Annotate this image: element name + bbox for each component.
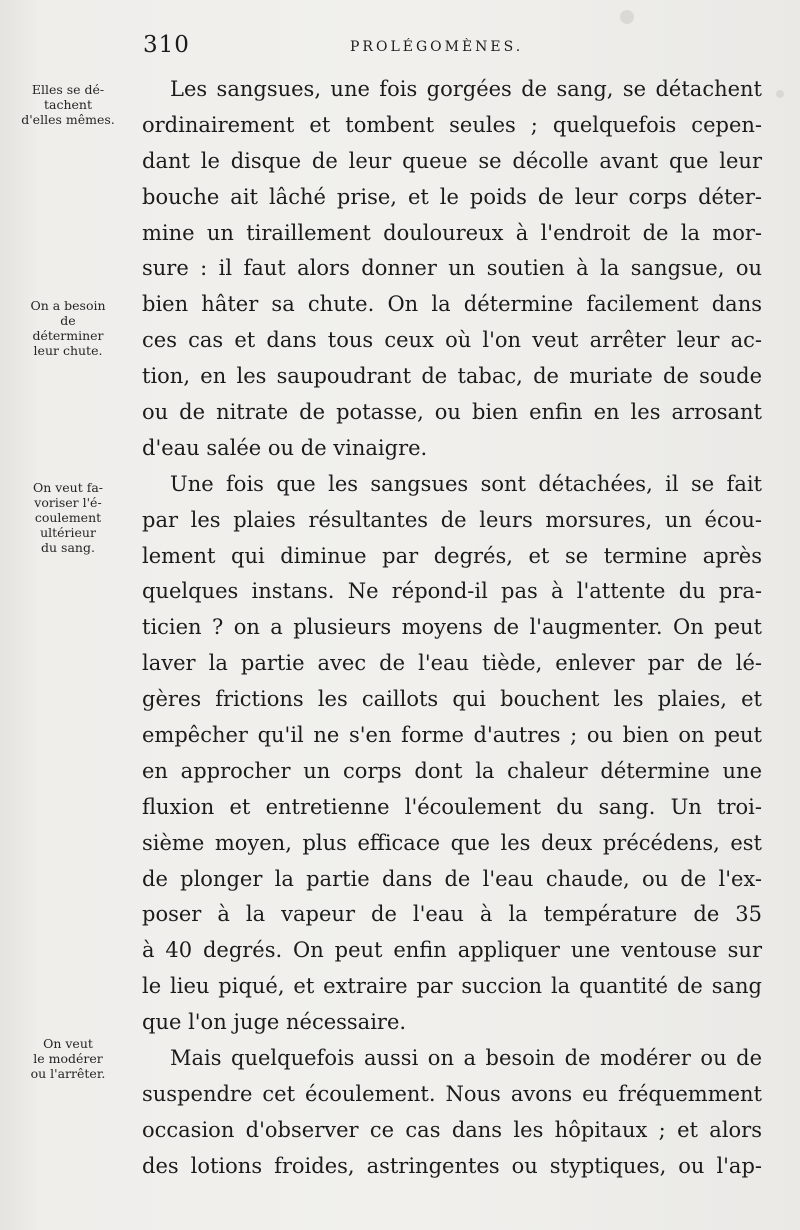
margin-note-line: On veut xyxy=(43,1036,93,1051)
text-line: laver la partie avec de l'eau tiède, enlever par de lé- xyxy=(142,651,762,676)
text-line: Mais quelquefois aussi on a besoin de modérer ou de xyxy=(170,1046,762,1071)
margin-note-line: ultérieur xyxy=(40,525,96,540)
text-line: Une fois que les sangsues sont détachées, il se fait xyxy=(170,471,762,496)
margin-note xyxy=(8,298,128,358)
margin-note-line: le modérer xyxy=(33,1051,103,1066)
text-line: par les plaies résultantes de leurs morsures, un écou- xyxy=(142,507,762,532)
margin-note-line: de xyxy=(60,313,76,328)
text-line: lement qui diminue par degrés, et se termine après xyxy=(142,543,762,568)
paper-stain xyxy=(776,90,784,98)
margin-note-line: d'elles mêmes. xyxy=(21,112,115,127)
text-line: gères frictions les caillots qui bouchent les plaies, et xyxy=(142,687,762,712)
margin-note-line: On veut fa- xyxy=(32,480,104,495)
paper-stain xyxy=(620,10,634,24)
text-line: fluxion et entretienne l'écoulement du sang. Un troi- xyxy=(142,794,762,819)
text-line: le lieu piqué, et extraire par succion la quantité de sang xyxy=(142,974,762,999)
text-line: que l'on juge nécessaire. xyxy=(142,1010,407,1035)
margin-note-line: On a besoin xyxy=(30,298,106,313)
text-line: mine un tiraillement douloureux à l'endroit de la mor- xyxy=(142,220,762,245)
margin-note-line: déterminer xyxy=(32,328,104,343)
text-line: sure : il faut alors donner un soutien à la sangsue, ou xyxy=(142,256,762,281)
margin-note-line: tachent xyxy=(44,97,92,112)
text-line: ticien ? on a plusieurs moyens de l'augmenter. On peut xyxy=(142,615,762,640)
text-line: en approcher un corps dont la chaleur détermine une xyxy=(142,758,762,783)
margin-note-line: leur chute. xyxy=(33,343,103,358)
text-line: ordinairement et tombent seules ; quelquefois cepen- xyxy=(142,112,762,137)
margin-note-line: ou l'arrêter. xyxy=(30,1066,106,1081)
text-line: ou de nitrate de potasse, ou bien enfin en les arrosant xyxy=(142,400,762,425)
margin-note-line: voriser l'é- xyxy=(34,495,102,510)
text-line: sième moyen, plus efficace que les deux précédens, est xyxy=(142,830,762,855)
text-line: d'eau salée ou de vinaigre. xyxy=(142,435,428,460)
running-head xyxy=(0,32,800,62)
margin-note-line: coulement xyxy=(34,510,102,525)
text-line: bouche ait lâché prise, et le poids de leur corps déter- xyxy=(142,184,762,209)
text-line: empêcher qu'il ne s'en forme d'autres ; ou bien on peut xyxy=(142,723,762,748)
text-line: ces cas et dans tous ceux où l'on veut arrêter leur ac- xyxy=(142,328,762,353)
margin-note-line: du sang. xyxy=(41,540,95,555)
margin-note xyxy=(8,1036,128,1081)
margin-note-line: Elles se dé- xyxy=(31,82,105,97)
text-line: bien hâter sa chute. On la détermine facilement dans xyxy=(142,292,762,317)
text-line: poser à la vapeur de l'eau à la température de 35 xyxy=(142,902,762,927)
text-line: Les sangsues, une fois gorgées de sang, se détachent xyxy=(170,77,762,101)
text-line: des lotions froides, astringentes ou styptiques, ou l'ap- xyxy=(142,1153,762,1178)
margin-note xyxy=(8,480,128,555)
text-line: dant le disque de leur queue se décolle avant que leur xyxy=(142,148,762,173)
text-line: occasion d'observer ce cas dans les hôpitaux ; et alors xyxy=(142,1117,762,1142)
text-line: quelques instans. Ne répond-il pas à l'attente du pra- xyxy=(142,579,762,604)
text-line: tion, en les saupoudrant de tabac, de muriate de soude xyxy=(142,364,762,389)
text-line: suspendre cet écoulement. Nous avons eu fréquemment xyxy=(142,1081,762,1106)
text-line: à 40 degrés. On peut enfin appliquer une ventouse sur xyxy=(142,938,762,963)
margin-note xyxy=(8,82,128,127)
body-text xyxy=(142,72,762,1185)
page-number: 310 xyxy=(143,32,190,58)
running-title: PROLÉGOMÈNES. xyxy=(350,39,524,55)
text-line: de plonger la partie dans de l'eau chaude, ou de l'ex- xyxy=(142,866,762,891)
